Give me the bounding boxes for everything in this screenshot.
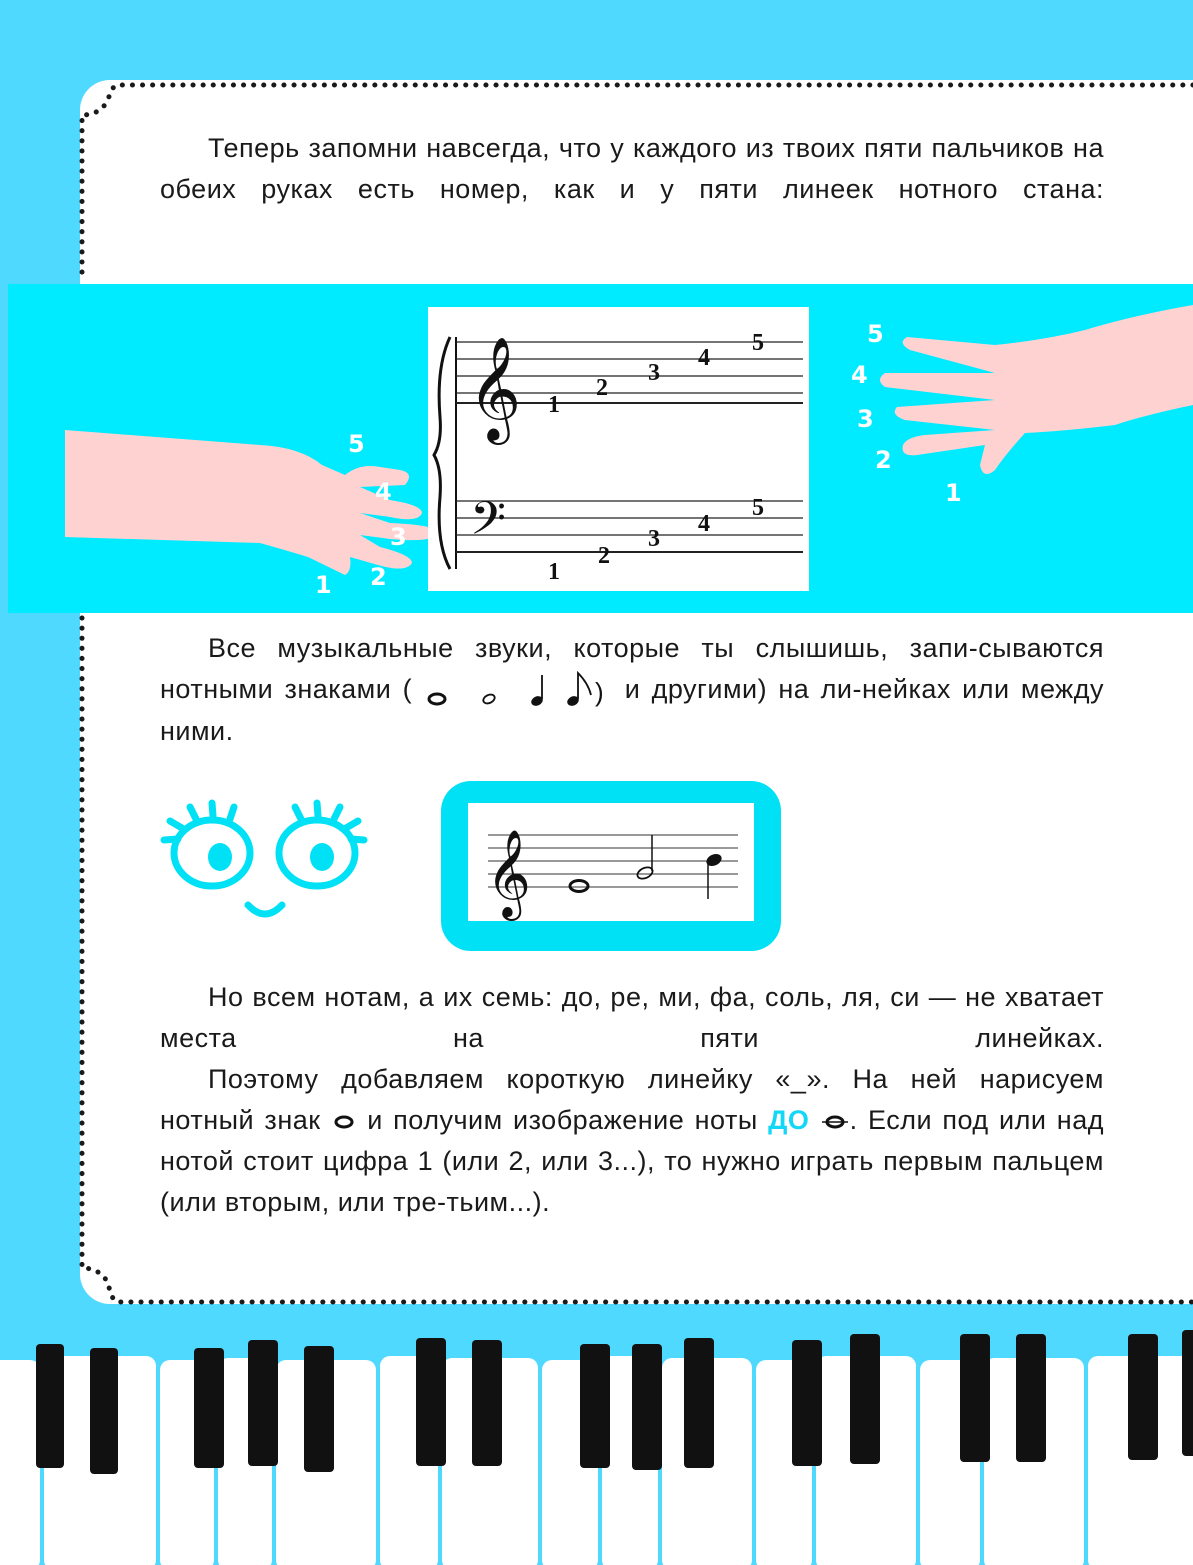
bass-line-5: 5 [752,495,764,521]
treble-line-1: 1 [548,392,560,418]
intro-paragraph: Теперь запомни навсегда, что у каждого из твоих пяти пальчиков на обеих руках есть номер, как и у пяти линеек нотного стана: [160,133,1104,204]
note-example-staff [468,803,754,921]
notes-paragraph [160,628,1104,752]
whole-note-icon [331,1112,357,1132]
svg-text:): ) [595,676,605,707]
grand-staff [428,307,809,591]
bass-line-2: 2 [598,543,610,569]
bass-line-1: 1 [548,559,560,585]
do-note-ledger-icon [820,1112,850,1132]
left-finger-4: 4 [375,478,392,506]
bass-clef-icon: 𝄢 [470,492,507,557]
note-symbols-icon [423,671,613,711]
right-finger-5: 5 [867,320,884,348]
left-finger-3: 3 [390,523,407,551]
treble-line-2: 2 [596,375,608,401]
bass-line-3: 3 [648,526,660,552]
treble-clef-icon: 𝄞 [486,828,531,917]
left-finger-2: 2 [370,563,387,591]
right-finger-4: 4 [851,361,868,389]
bass-line-4: 4 [698,511,710,537]
right-hand-illustration [845,305,1193,505]
right-finger-2: 2 [875,446,892,474]
do-paragraph-part3: . Если под или над нотой стоит цифра 1 (или 2, или 3...), то нужно играть первым пальцем (или вторым, или тре-тьим...). [160,1105,1104,1217]
left-finger-1: 1 [315,571,332,599]
notes-paragraph-part2: и другими) на ли-нейках или между ними. [160,674,1104,746]
right-finger-3: 3 [857,405,874,433]
treble-line-5: 5 [752,330,764,356]
note-example-box [441,781,781,951]
seven-notes-paragraph: Но всем нотам, а их семь: до, ре, ми, фа, соль, ля, си — не хватает места на пяти линейках. [160,982,1104,1053]
treble-clef-icon: 𝄞 [468,336,522,441]
notes-paragraph-part1: Все музыкальные звуки, которые ты слышишь, запи-сываются нотными знаками ( [160,633,1104,704]
do-note-paragraph [160,1059,1104,1223]
treble-line-4: 4 [698,345,710,371]
right-finger-1: 1 [945,479,962,505]
do-paragraph-part1: Поэтому добавляем короткую линейку «_». На ней нарисуем нотный знак [160,1064,1104,1135]
left-finger-5: 5 [348,430,365,458]
piano-keyboard [0,1330,1193,1565]
treble-line-3: 3 [648,360,660,386]
do-paragraph-part2: и получим изображение ноты [367,1105,758,1135]
do-note-label: ДО [768,1105,810,1135]
left-hand-illustration [60,425,440,615]
smiley-eyes-icon [150,795,370,925]
